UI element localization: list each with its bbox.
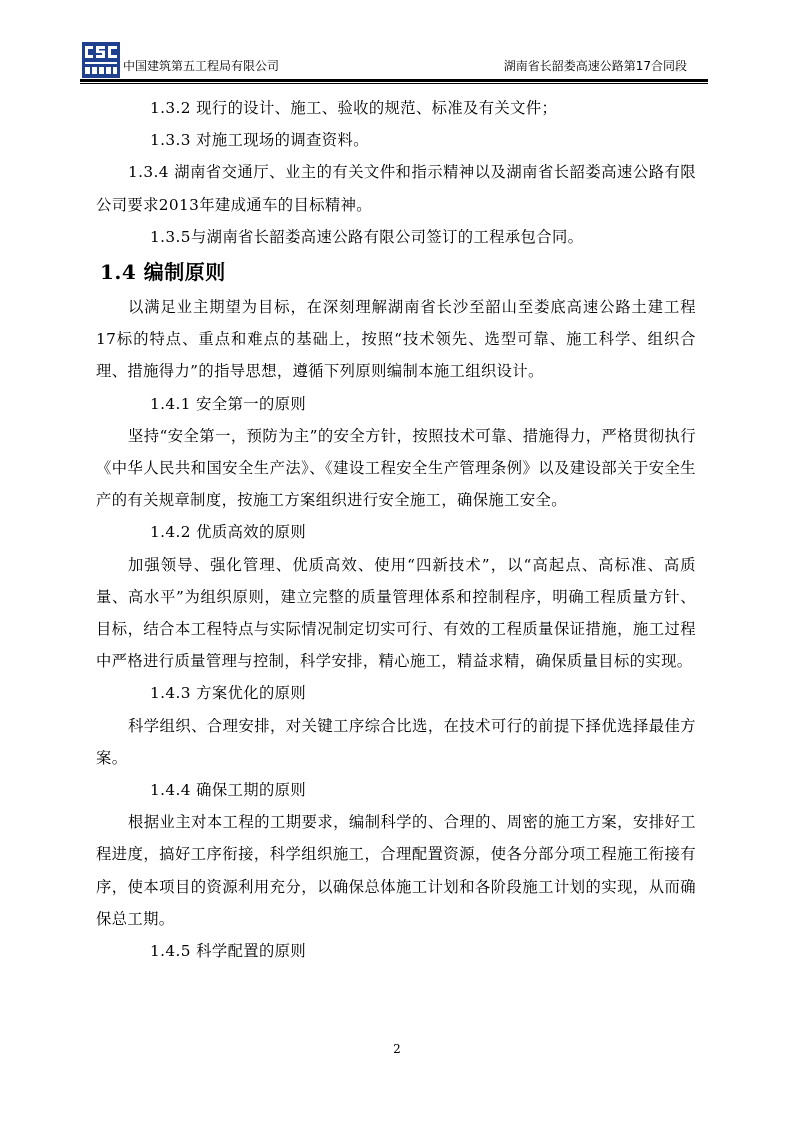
principle-title: 1.4.4 确保工期的原则 <box>150 781 307 800</box>
company-logo <box>82 42 120 78</box>
principle-body: 科学组织、合理安排，对关键工序综合比选，在技术可行的前提下择优选择最佳方案。 <box>96 716 696 767</box>
principle-title: 1.4.1 安全第一的原则 <box>150 394 307 413</box>
principle-title: 1.4.2 优质高效的原则 <box>150 523 307 542</box>
page-number: 2 <box>393 1042 401 1056</box>
principle-title: 1.4.3 方案优化的原则 <box>150 684 307 703</box>
section-heading: 1.4 编制原则 <box>100 260 226 285</box>
header-project-name: 湖南省长韶娄高速公路第17合同段 <box>503 59 687 73</box>
document-body <box>96 92 696 967</box>
header-divider <box>80 79 708 84</box>
clause-1-3-3: 1.3.3 对施工现场的调查资料。 <box>150 131 369 150</box>
section-intro: 以满足业主期望为目标，在深刻理解湖南省长沙至韶山至娄底高速公路土建工程17标的特点、重点和难点的基础上，按照“技术领先、选型可靠、施工科学、组织合理、措施得力”的指导思想，遵循下列原则编制本施工组织设计。 <box>96 298 696 381</box>
principle-body: 加强领导、强化管理、优质高效、使用“四新技术”，以“高起点、高标准、高质量、高水平”为组织原则，建立完整的质量管理体系和控制程序，明确工程质量方针、目标，结合本工程特点与实际情况制定切实可行、有效的工程质量保证措施，施工过程中严格进行质量管理与控制，科学安排，精心施工，精益求精，确保质量目标的实现。 <box>96 555 696 671</box>
principle-body: 根据业主对本工程的工期要求，编制科学的、合理的、周密的施工方案，安排好工程进度，搞好工序衔接，科学组织施工，合理配置资源，使各分部分项工程施工衔接有序，使本项目的资源利用充分，以确保总体施工计划和各阶段施工计划的实现，从而确保总工期。 <box>96 813 696 928</box>
principle-body: 坚持“安全第一，预防为主”的安全方针，按照技术可靠、措施得力，严格贯彻执行《中华人民共和国安全生产法》、《建设工程安全生产管理条例》以及建设部关于安全生产的有关规章制度，按施工方案组织进行安全施工，确保施工安全。 <box>96 426 696 510</box>
clause-1-3-4: 1.3.4 湖南省交通厅、业主的有关文件和指示精神以及湖南省长韶娄高速公路有限公司要求2013年建成通车的目标精神。 <box>96 163 696 214</box>
header-company-name: 中国建筑第五工程局有限公司 <box>123 59 280 73</box>
clause-1-3-2: 1.3.2 现行的设计、施工、验收的规范、标准及有关文件； <box>150 99 558 117</box>
principle-title: 1.4.5 科学配置的原则 <box>150 942 307 961</box>
clause-1-3-5: 1.3.5与湖南省长韶娄高速公路有限公司签订的工程承包合同。 <box>150 227 584 246</box>
